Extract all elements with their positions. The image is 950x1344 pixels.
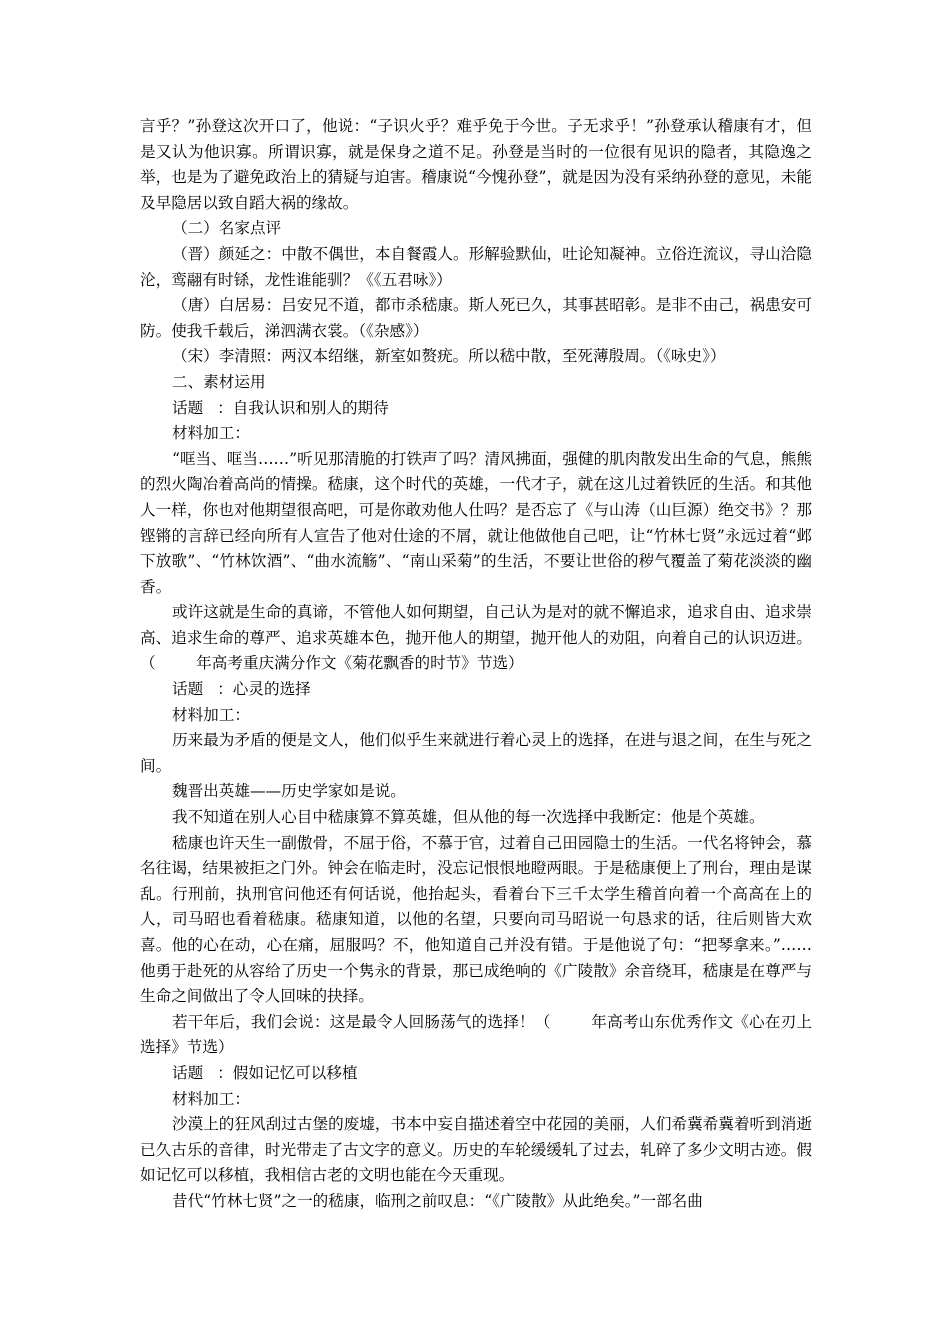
material-paragraph-choice bbox=[140, 1010, 812, 1061]
document-page bbox=[140, 114, 812, 1215]
material-label-1: 材料加工： bbox=[171, 424, 250, 443]
topic-title: ：自我认识和别人的期待 bbox=[217, 398, 389, 417]
material-paragraph-literati: 历来最为矛盾的便是文人，他们似乎生来就进行着心灵上的选择，在进与退之间，在生与死之间。 bbox=[140, 731, 812, 775]
section-heading-material-use: 二、素材运用 bbox=[171, 372, 266, 391]
material-label-2: 材料加工： bbox=[171, 705, 250, 724]
paragraph-sun-deng: 言乎？”孙登这次开口了，他说：“子识火乎？难乎免于今世。子无求乎！”孙登承认稽康有才，但是又认为他识寡。所谓识寡，就是保身之道不足。孙登是当时的一位很有见识的隐者，其隐逸之举，也是为了避免政治上的猜疑与迫害。稽康说“今愧孙登”，就是因为没有采纳孙登的意见，未能及早隐居以致自蹈大祸的缘故。 bbox=[140, 117, 812, 212]
material-paragraph-wei-jin: 魏晋出英雄——历史学家如是说。 bbox=[171, 782, 406, 801]
topic-label: 话题 bbox=[171, 680, 204, 699]
paragraph-text: 或许这就是生命的真谛，不管他人如何期望，自己认为是对的就不懈追求，追求自由、追求崇高、追求生命的尊严、追求英雄本色，抛开他人的期望，抛开他人的劝阻，向着自己的认识迈进。（ bbox=[140, 603, 812, 673]
material-paragraph-blacksmith: “哐当、哐当……”听见那清脆的打铁声了吗？清风拂面，强健的肌肉散发出生命的气息，熊熊的烈火陶冶着高尚的情操。嵇康，这个时代的英雄，一代才子，就在这儿过着铁匠的生活。和其他人一样，你也对他期望很高吧，可是你敢劝他人仕吗？是否忘了《与山涛（山巨源）绝交书》？那铿锵的言辞已经向所有人宣告了他对仕途的不屑，就让他做他自己吧，让“竹林七贤”永远过着“邺下放歌”、“竹林饮酒”、“曲水流觞”、“南山采菊”的生活，不要让世俗的秽气覆盖了菊花淡淡的幽香。 bbox=[140, 449, 812, 596]
topic-line-1 bbox=[140, 396, 812, 422]
source-citation: 年高考山东优秀作文《心在刃上选择》节选） bbox=[140, 1012, 812, 1057]
material-label-3: 材料加工： bbox=[171, 1089, 250, 1108]
topic-label: 话题 bbox=[171, 398, 204, 417]
source-citation: 年高考重庆满分作文《菊花飘香的时节》节选） bbox=[196, 654, 524, 673]
topic-label: 话题 bbox=[171, 1063, 204, 1082]
material-paragraph-truth bbox=[140, 600, 812, 677]
critique-yan-yanzhi: （晋）颜延之：中散不偶世，本自餐霞人。形解验默仙，吐论知凝神。立俗迕流议，寻山洽隐沦，鸾翮有时铩，龙性谁能驯？《《五君咏》） bbox=[140, 244, 812, 289]
topic-line-2 bbox=[140, 677, 812, 703]
critique-li-qingzhao: （宋）李清照：两汉本绍继，新室如赘疣。所以嵇中散，至死薄殷周。（《咏史》） bbox=[171, 347, 726, 366]
paragraph-text: 若干年后，我们会说：这是最令人回肠荡气的选择！（ bbox=[171, 1012, 551, 1031]
topic-line-3 bbox=[140, 1061, 812, 1087]
material-paragraph-hero: 我不知道在别人心目中嵇康算不算英雄，但从他的每一次选择中我断定：他是个英雄。 bbox=[171, 808, 765, 827]
material-paragraph-guangling: 昔代“竹林七贤”之一的嵇康，临刑之前叹息：“《广陵散》从此绝矣。”一部名曲 bbox=[171, 1191, 703, 1210]
critique-bai-juyi: （唐）白居易：吕安兄不道，都市杀嵇康。斯人死已久，其事甚昭彰。是非不由己，祸患安可防。使我千载后，涕泗满衣裳。（《杂感》） bbox=[140, 296, 812, 340]
material-paragraph-execution: 嵇康也许天生一副傲骨，不屈于俗，不慕于官，过着自己田园隐士的生活。一代名将钟会，慕名往谒，结果被拒之门外。钟会在临走时，没忘记恨恨地瞪两眼。于是嵇康便上了刑台，理由是谋乱。行刑前，执刑官问他还有何话说，他抬起头，看着台下三千太学生稽首向着一个高高在上的人，司马昭也看着嵇康。嵇康知道，以他的名望，只要向司马昭说一句恳求的话，往后则皆大欢喜。他的心在动，心在痛，屈服吗？不，他知道自己并没有错。于是他说了句：“把琴拿来。”……他勇于赴死的从容给了历史一个隽永的背景，那已成绝响的《广陵散》余音绕耳，嵇康是在尊严与生命之间做出了令人回味的抉择。 bbox=[140, 833, 812, 1006]
topic-title: ：心灵的选择 bbox=[217, 680, 311, 699]
topic-title: ：假如记忆可以移植 bbox=[217, 1063, 358, 1082]
section-heading-critiques: （二）名家点评 bbox=[171, 219, 282, 238]
material-paragraph-memory: 沙漠上的狂风刮过古堡的废墟，书本中妄自描述着空中花园的美丽，人们希冀希冀着听到消逝已久古乐的音律，时光带走了古文字的意义。历史的车轮缓缓轧了过去，轧碎了多少文明古迹。假如记忆可以移植，我相信古老的文明也能在今天重现。 bbox=[140, 1115, 812, 1185]
